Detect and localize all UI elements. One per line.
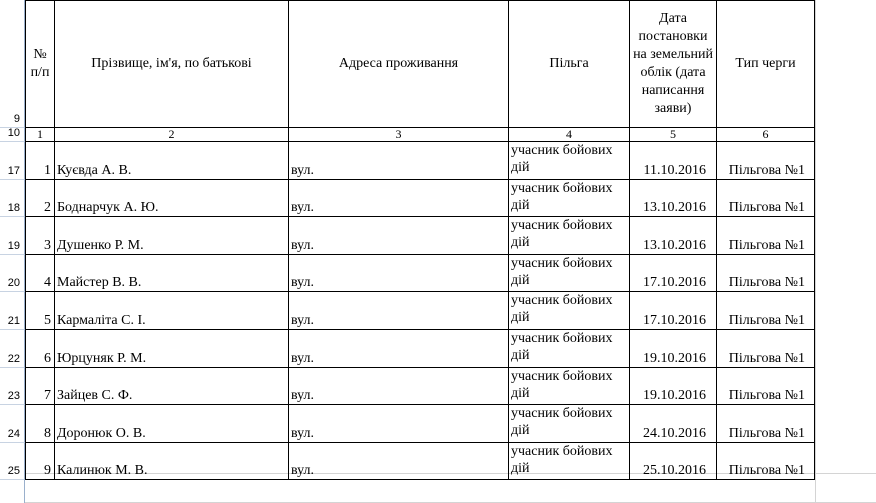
header-address[interactable]: Адреса проживання	[289, 0, 509, 128]
row-number: 24	[7, 427, 20, 440]
row-header-25[interactable]	[0, 443, 25, 481]
date-cell[interactable]	[630, 217, 717, 255]
queue-type-cell[interactable]	[717, 217, 815, 255]
address-text: вул.	[291, 312, 315, 328]
date-cell[interactable]	[630, 180, 717, 218]
row-index: 4	[44, 275, 51, 291]
date-text: 17.10.2016	[643, 312, 706, 328]
date-text: 17.10.2016	[643, 275, 706, 291]
row-number-cell[interactable]	[25, 142, 55, 180]
row-number-cell[interactable]	[25, 443, 55, 481]
row-number-cell[interactable]	[25, 255, 55, 293]
address-text: вул.	[291, 350, 315, 366]
person-name: Майстер В. В.	[57, 275, 142, 291]
benefit-line-1: учасник бойових	[511, 331, 613, 346]
date-text: 19.10.2016	[643, 388, 706, 404]
person-name: Зайцев С. Ф.	[57, 388, 133, 404]
address-cell[interactable]	[289, 443, 509, 481]
address-text: вул.	[291, 425, 315, 441]
person-name: Душенко Р. М.	[57, 237, 144, 253]
queue-type-text: Пільгова №1	[728, 162, 805, 178]
row-index: 7	[44, 388, 51, 404]
name-cell[interactable]	[55, 443, 289, 481]
queue-type-text: Пільгова №1	[728, 388, 805, 404]
row-index: 8	[44, 425, 51, 441]
row-number: 18	[7, 202, 20, 215]
name-cell[interactable]	[55, 368, 289, 406]
benefit-cell[interactable]	[509, 292, 630, 330]
queue-type-text: Пільгова №1	[728, 463, 805, 479]
benefit-line-1: учасник бойових	[511, 368, 613, 384]
row-header-18[interactable]	[0, 180, 25, 218]
row-header-20[interactable]	[0, 255, 25, 293]
header-name[interactable]: Прізвище, ім'я, по батькові	[55, 0, 289, 128]
date-cell[interactable]	[630, 292, 717, 330]
row-index: 3	[44, 237, 51, 253]
row-number-cell[interactable]	[25, 368, 55, 406]
queue-type-text: Пільгова №1	[728, 275, 805, 291]
date-cell[interactable]	[630, 255, 717, 293]
address-cell[interactable]	[289, 180, 509, 218]
date-cell[interactable]	[630, 443, 717, 481]
benefit-line-2: дій	[511, 160, 530, 175]
address-text: вул.	[291, 388, 315, 404]
row-number: 23	[7, 390, 20, 403]
column-index-cell: 2	[55, 128, 289, 142]
queue-type-cell[interactable]	[717, 142, 815, 180]
date-text: 11.10.2016	[643, 162, 706, 178]
queue-type-text: Пільгова №1	[728, 312, 805, 328]
person-name: Юрцуняк Р. М.	[57, 350, 147, 366]
benefit-line-2: дій	[511, 460, 530, 476]
benefit-line-1: учасник бойових	[511, 443, 613, 459]
row-number: 20	[7, 277, 20, 290]
name-cell[interactable]	[55, 255, 289, 293]
benefit-cell[interactable]	[509, 180, 630, 218]
address-cell[interactable]	[289, 330, 509, 368]
benefit-cell[interactable]	[509, 255, 630, 293]
person-name: Боднарчук А. Ю.	[57, 200, 159, 216]
row-number-cell[interactable]	[25, 292, 55, 330]
benefit-line-2: дій	[511, 272, 530, 288]
row-number: 10	[7, 127, 20, 139]
row-number: 9	[13, 113, 20, 125]
queue-type-cell[interactable]	[717, 405, 815, 443]
row-number: 22	[7, 352, 20, 365]
row-header-22[interactable]	[0, 330, 25, 368]
address-text: вул.	[291, 200, 315, 216]
benefit-line-2: дій	[511, 235, 530, 251]
address-text: вул.	[291, 237, 315, 253]
person-name: Доронюк О. В.	[57, 425, 146, 441]
header-queue[interactable]: Тип черги	[717, 0, 815, 128]
row-index: 9	[44, 463, 51, 479]
column-index-cell: 4	[509, 128, 630, 142]
row-header-10[interactable]	[0, 128, 25, 142]
queue-type-text: Пільгова №1	[728, 200, 805, 216]
row-number-cell[interactable]	[25, 217, 55, 255]
queue-type-text: Пільгова №1	[728, 425, 805, 441]
benefit-line-2: дій	[511, 348, 530, 363]
row-index: 1	[44, 162, 51, 178]
date-cell[interactable]	[630, 405, 717, 443]
queue-type-cell[interactable]	[717, 443, 815, 481]
row-index: 6	[44, 350, 51, 366]
benefit-line-1: учасник бойових	[511, 255, 613, 271]
address-cell[interactable]	[289, 292, 509, 330]
row-header-21[interactable]	[0, 292, 25, 330]
name-cell[interactable]	[55, 142, 289, 180]
name-cell[interactable]	[55, 217, 289, 255]
benefit-cell[interactable]	[509, 368, 630, 406]
header-benefit[interactable]: Пільга	[509, 0, 630, 128]
row-number: 17	[7, 164, 20, 177]
name-cell[interactable]	[55, 405, 289, 443]
header-num[interactable]: № п/п	[25, 0, 55, 128]
row-header-17[interactable]	[0, 142, 25, 180]
row-number: 25	[7, 465, 20, 478]
queue-type-cell[interactable]	[717, 368, 815, 406]
person-name: Куєвда А. В.	[57, 162, 132, 178]
gridline	[815, 0, 816, 503]
column-index-cell: 1	[25, 128, 55, 142]
benefit-line-2: дій	[511, 385, 530, 401]
date-text: 24.10.2016	[643, 425, 706, 441]
column-index-cell: 6	[717, 128, 815, 142]
date-text: 25.10.2016	[643, 463, 706, 479]
address-cell[interactable]	[289, 368, 509, 406]
column-index-cell: 5	[630, 128, 717, 142]
date-cell[interactable]	[630, 330, 717, 368]
queue-type-text: Пільгова №1	[728, 350, 805, 366]
date-text: 13.10.2016	[643, 200, 706, 216]
date-cell[interactable]	[630, 368, 717, 406]
row-header-19[interactable]	[0, 217, 25, 255]
person-name: Калинюк М. В.	[57, 463, 148, 479]
benefit-cell[interactable]	[509, 405, 630, 443]
benefit-line-2: дій	[511, 423, 530, 439]
address-text: вул.	[291, 162, 315, 178]
person-name: Кармаліта С. І.	[57, 312, 146, 328]
column-index-cell: 3	[289, 128, 509, 142]
benefit-line-1: учасник бойових	[511, 180, 613, 196]
benefit-cell[interactable]	[509, 217, 630, 255]
benefit-line-1: учасник бойових	[511, 293, 613, 309]
row-index: 5	[44, 312, 51, 328]
queue-type-cell[interactable]	[717, 180, 815, 218]
row-number: 19	[7, 239, 20, 252]
name-cell[interactable]	[55, 180, 289, 218]
benefit-line-2: дій	[511, 197, 530, 213]
name-cell[interactable]	[55, 292, 289, 330]
benefit-line-1: учасник бойових	[511, 143, 613, 158]
benefit-line-1: учасник бойових	[511, 218, 613, 234]
row-header-23[interactable]	[0, 368, 25, 406]
queue-type-text: Пільгова №1	[728, 237, 805, 253]
benefit-cell[interactable]	[509, 443, 630, 481]
address-cell[interactable]	[289, 217, 509, 255]
header-date[interactable]: Дата постановки на земельний облік (дата написання заяви)	[630, 0, 717, 128]
date-text: 13.10.2016	[643, 237, 706, 253]
benefit-line-1: учасник бойових	[511, 406, 613, 422]
benefit-cell[interactable]	[509, 142, 630, 180]
address-text: вул.	[291, 275, 315, 291]
benefit-line-2: дій	[511, 310, 530, 326]
row-index: 2	[44, 200, 51, 216]
row-number-cell[interactable]	[25, 180, 55, 218]
row-number-cell[interactable]	[25, 330, 55, 368]
row-header-blank	[0, 480, 25, 503]
name-cell[interactable]	[55, 330, 289, 368]
address-text: вул.	[291, 463, 315, 479]
queue-type-cell[interactable]	[717, 292, 815, 330]
queue-type-cell[interactable]	[717, 330, 815, 368]
date-cell[interactable]	[630, 142, 717, 180]
queue-type-cell[interactable]	[717, 255, 815, 293]
address-cell[interactable]	[289, 255, 509, 293]
benefit-cell[interactable]	[509, 330, 630, 368]
row-header-9[interactable]	[0, 0, 25, 128]
address-cell[interactable]	[289, 142, 509, 180]
date-text: 19.10.2016	[643, 350, 706, 366]
row-number-cell[interactable]	[25, 405, 55, 443]
address-cell[interactable]	[289, 405, 509, 443]
row-header-24[interactable]	[0, 405, 25, 443]
row-number: 21	[7, 314, 20, 327]
